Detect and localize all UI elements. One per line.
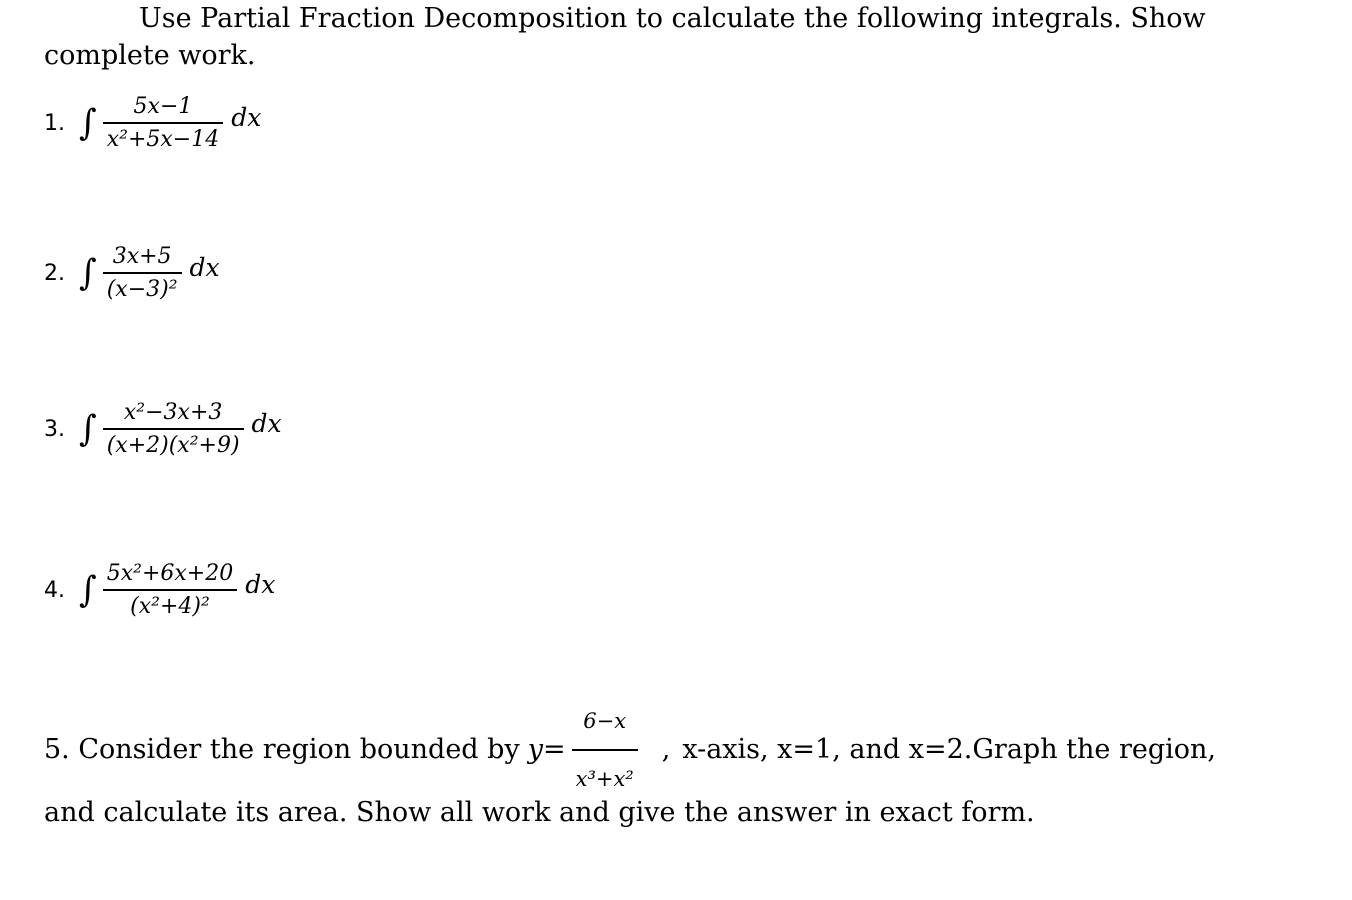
problem-number: 3. <box>44 416 65 442</box>
y-equals: y= <box>527 734 566 765</box>
differential: dx <box>251 408 282 438</box>
denominator: x²+5x−14 <box>106 127 220 152</box>
fraction <box>103 561 238 619</box>
problem-number: 4. <box>44 577 65 603</box>
differential: dx <box>189 252 220 282</box>
numerator: 5x−1 <box>133 94 193 119</box>
integral-sign: ∫ <box>79 252 97 294</box>
comma: , <box>661 734 671 765</box>
problem-5-line-1 <box>44 709 1314 791</box>
problem-2 <box>44 244 220 302</box>
denominator: (x+2)(x²+9) <box>106 433 240 458</box>
numerator: 3x+5 <box>112 244 172 269</box>
problem-number: 2. <box>44 260 65 286</box>
denominator: (x²+4)² <box>130 594 210 619</box>
numerator: 6−x <box>583 709 627 733</box>
numerator: x²−3x+3 <box>123 400 223 425</box>
problem-3 <box>44 400 282 458</box>
fraction <box>103 94 224 152</box>
problem-5-tail: x-axis, x=1, and x=2.Graph the region, <box>682 734 1216 765</box>
problem-4 <box>44 561 275 619</box>
differential: dx <box>245 569 276 599</box>
problem-number: 1. <box>44 110 65 136</box>
denominator: (x−3)² <box>106 277 178 302</box>
problem-1 <box>44 94 261 152</box>
problem-5-line-2: and calculate its area. Show all work and give the answer in exact form. <box>44 797 1035 828</box>
problem-5 <box>44 709 1314 838</box>
integral-sign: ∫ <box>79 569 97 611</box>
problem-5-lead: 5. Consider the region bounded by <box>44 734 520 765</box>
denominator: x³+x² <box>575 767 634 791</box>
differential: dx <box>231 102 262 132</box>
integral-sign: ∫ <box>79 408 97 450</box>
fraction <box>103 400 244 458</box>
instructions-text: Use Partial Fraction Decomposition to calculate the following integrals. Show complete work. <box>44 3 1206 71</box>
numerator: 5x²+6x+20 <box>106 561 234 586</box>
fraction <box>103 244 182 302</box>
integral-sign: ∫ <box>79 102 97 144</box>
